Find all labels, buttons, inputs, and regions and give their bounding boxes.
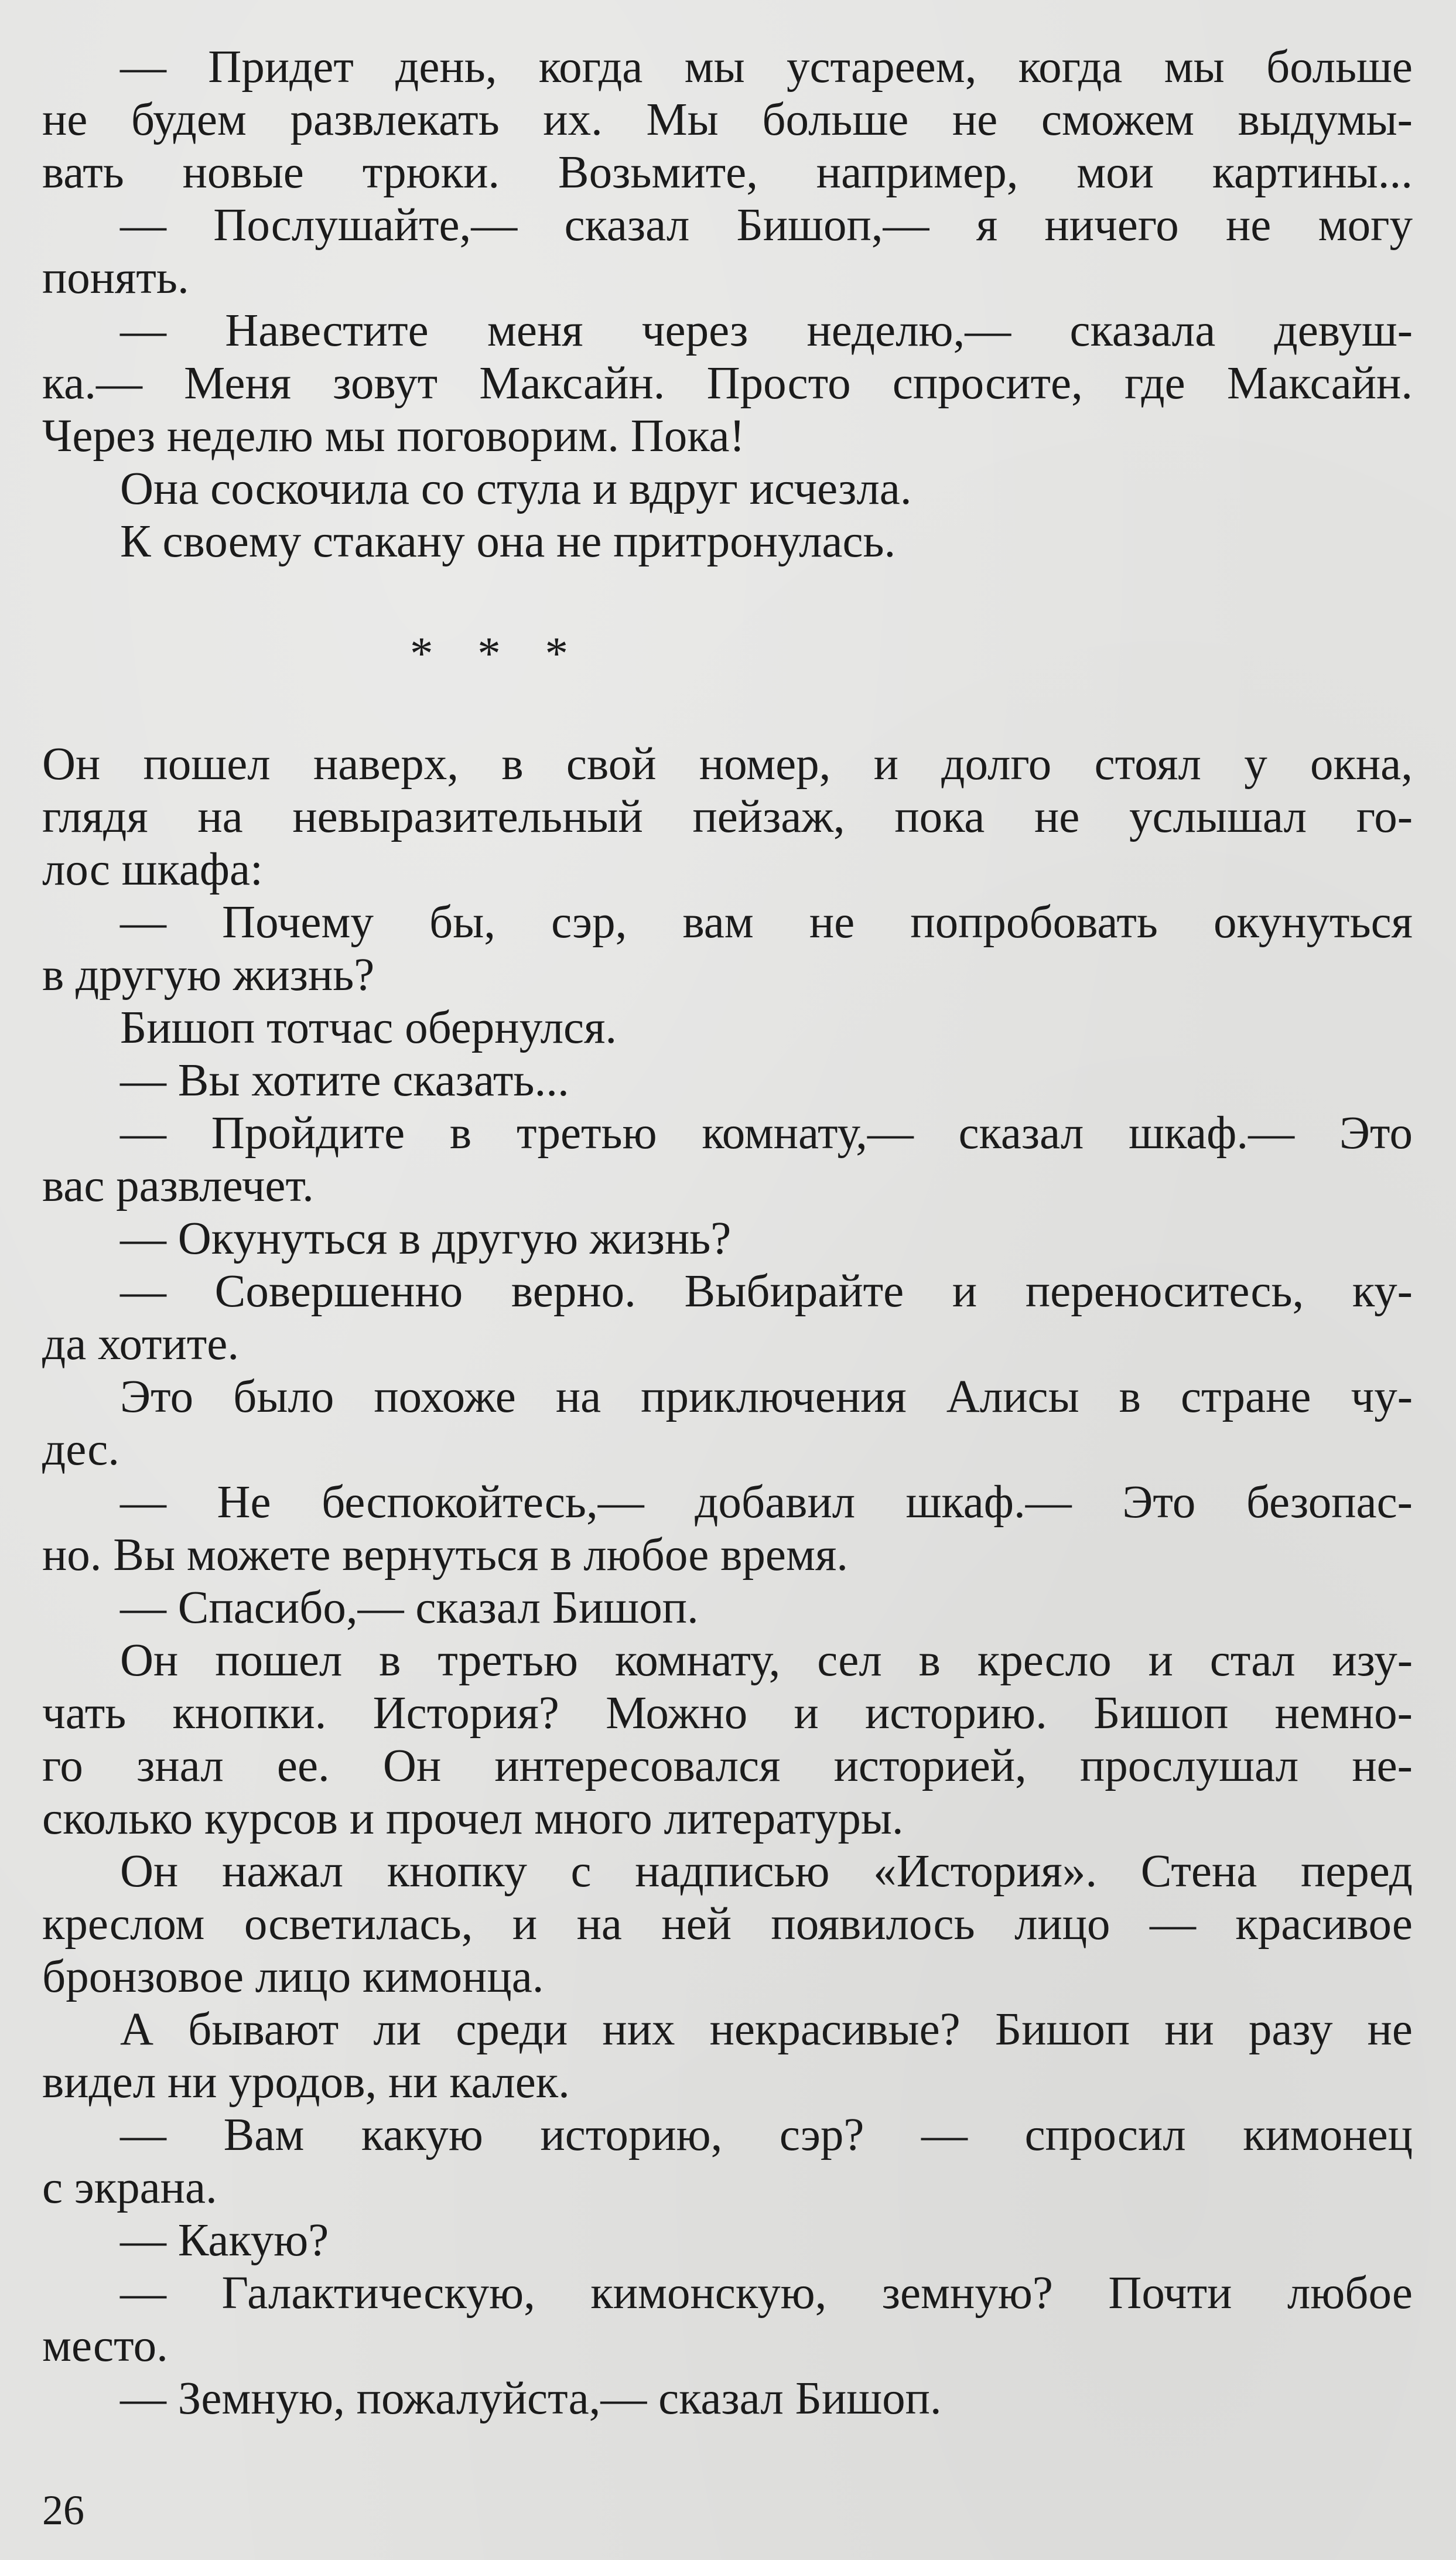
text-line: понять.	[42, 252, 189, 303]
text-line: Она соскочила со стула и вдруг исчезла.	[120, 463, 912, 514]
text-line: вать новые трюки. Возьмите, например, мои картины...	[42, 147, 1413, 198]
text-line: — Вам какую историю, сэр? — спросил кимонец	[120, 2110, 1413, 2160]
text-line: — Навестите меня через неделю,— сказала девуш-	[120, 305, 1413, 356]
text-line: дес.	[42, 1424, 120, 1475]
text-line: — Окунуться в другую жизнь?	[120, 1213, 732, 1264]
text-line: глядя на невыразительный пейзаж, пока не услышал го-	[42, 791, 1413, 842]
text-line: место.	[42, 2320, 168, 2371]
text-line: Он нажал кнопку с надписью «История». Стена перед	[120, 1846, 1413, 1897]
text-line: Это было похоже на приключения Алисы в стране чу-	[120, 1371, 1413, 1422]
text-line: — Почему бы, сэр, вам не попробовать окунуться	[120, 897, 1413, 948]
text-line: в другую жизнь?	[42, 950, 375, 1001]
text-line: — Какую?	[120, 2215, 329, 2266]
text-line: Бишоп тотчас обернулся.	[120, 1002, 617, 1053]
text-line: Он пошел в третью комнату, сел в кресло и стал изу-	[120, 1635, 1413, 1686]
page-number: 26	[42, 2487, 84, 2534]
text-line: креслом осветилась, и на ней появилось лицо — красивое	[42, 1899, 1413, 1950]
text-line: бронзовое лицо кимонца.	[42, 1951, 544, 2002]
text-line: — Земную, пожалуйста,— сказал Бишоп.	[120, 2373, 942, 2424]
text-line: с экрана.	[42, 2162, 217, 2213]
text-line: — Совершенно верно. Выбирайте и переноситесь, ку-	[120, 1266, 1413, 1317]
text-line: не будем развлекать их. Мы больше не сможем выдумы-	[42, 94, 1413, 145]
text-line: видел ни уродов, ни калек.	[42, 2057, 570, 2108]
text-line: — Не беспокойтесь,— добавил шкаф.— Это безопас-	[120, 1477, 1413, 1528]
text-line: — Галактическую, кимонскую, земную? Почти любое	[120, 2268, 1413, 2319]
text-line: — Послушайте,— сказал Бишоп,— я ничего не могу	[120, 200, 1413, 251]
text-line: вас развлечет.	[42, 1160, 314, 1211]
text-line: — Пройдите в третью комнату,— сказал шкаф.— Это	[120, 1108, 1413, 1159]
text-line: — Спасибо,— сказал Бишоп.	[120, 1582, 699, 1633]
text-line: — Придет день, когда мы устареем, когда мы больше	[120, 42, 1413, 93]
section-separator: * * *	[410, 629, 585, 680]
text-line: лос шкафа:	[42, 844, 263, 895]
text-line: К своему стакану она не притронулась.	[120, 516, 896, 567]
text-line: ка.— Меня зовут Максайн. Просто спросите, где Максайн.	[42, 358, 1413, 409]
text-line: да хотите.	[42, 1319, 240, 1370]
text-line: но. Вы можете вернуться в любое время.	[42, 1530, 849, 1581]
text-line: го знал ее. Он интересовался историей, прослушал не-	[42, 1740, 1413, 1791]
text-line: — Вы хотите сказать...	[120, 1055, 569, 1106]
text-line: Он пошел наверх, в свой номер, и долго стоял у окна,	[42, 739, 1413, 790]
text-line: сколько курсов и прочел много литературы.	[42, 1793, 904, 1844]
text-line: Через неделю мы поговорим. Пока!	[42, 411, 745, 462]
text-line: чать кнопки. История? Можно и историю. Бишоп немно-	[42, 1688, 1413, 1739]
text-line: А бывают ли среди них некрасивые? Бишоп ни разу не	[120, 2004, 1413, 2055]
